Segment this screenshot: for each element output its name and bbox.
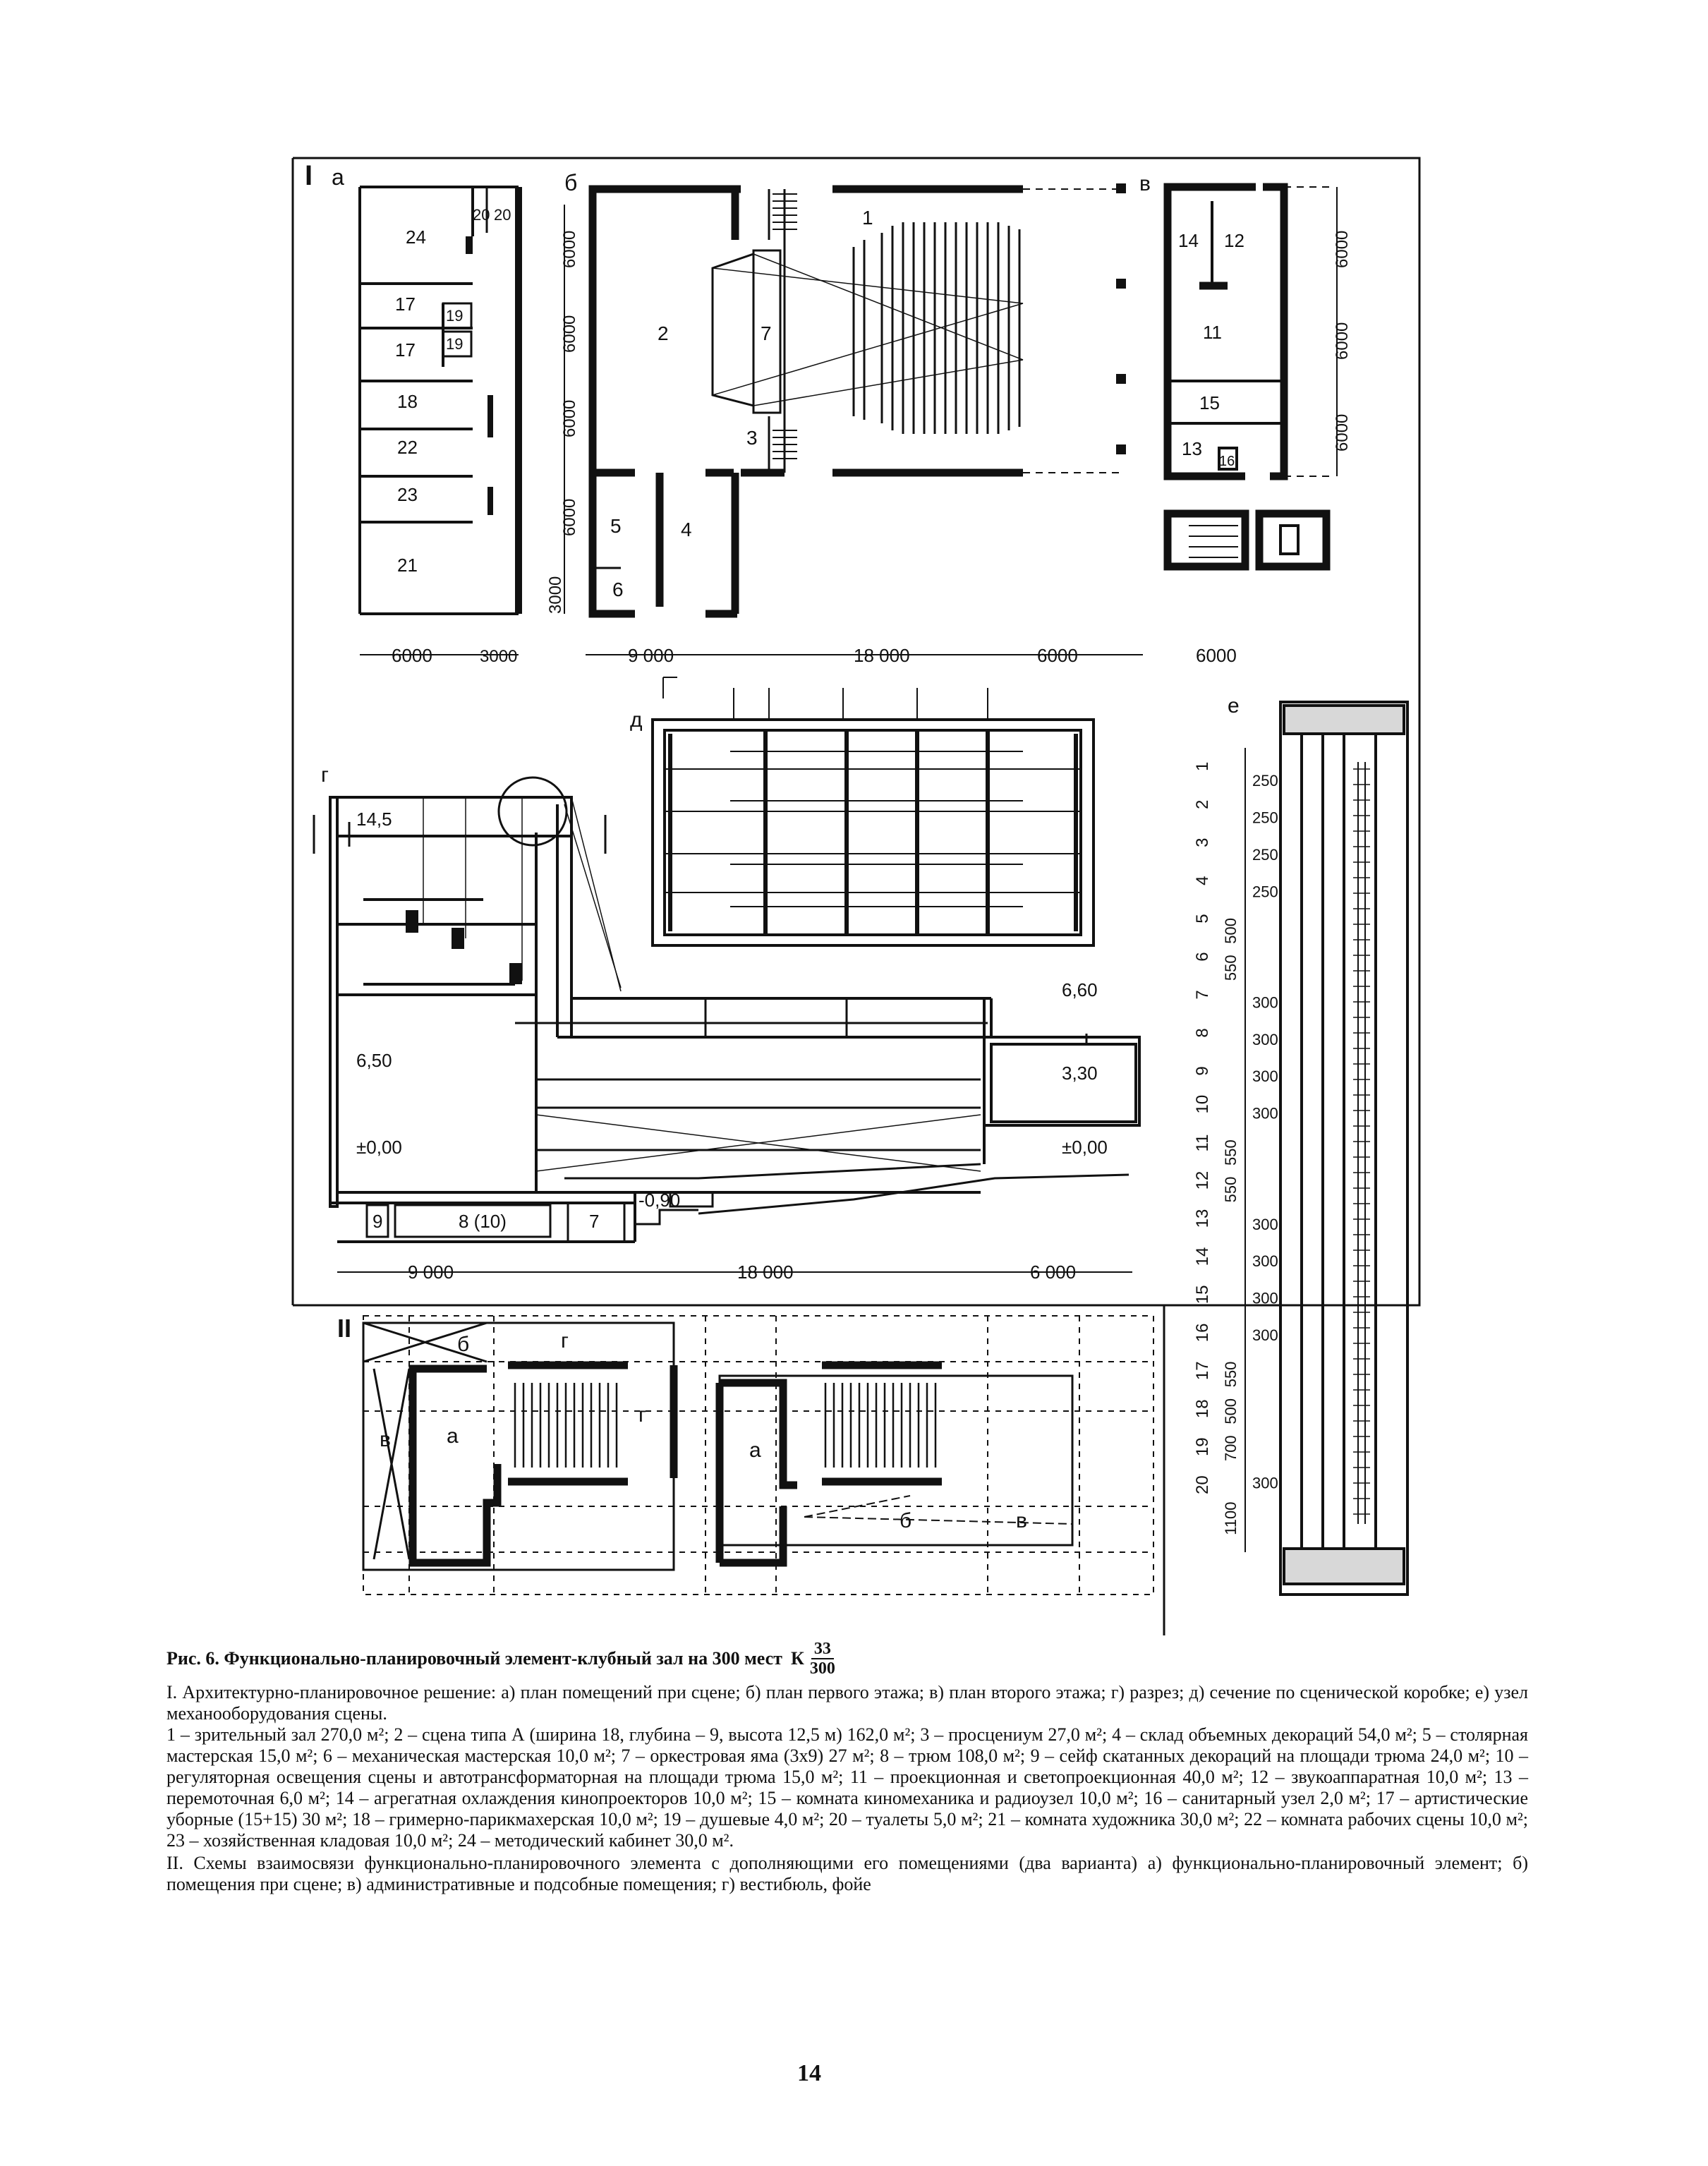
dim-b-left-4: 6000	[560, 498, 579, 536]
e-item-number: 8	[1193, 1028, 1212, 1038]
room-b-5: 5	[610, 515, 622, 537]
room-a-23: 23	[397, 484, 418, 505]
level-0-00-left: ±0,00	[356, 1137, 402, 1158]
room-b-6: 6	[612, 579, 624, 600]
level-6-60: 6,60	[1062, 979, 1098, 1000]
e-item-number: 12	[1193, 1170, 1212, 1190]
e-item-number: 13	[1193, 1209, 1212, 1228]
level-minus-0-90: -0,90	[638, 1190, 681, 1211]
room-v-14: 14	[1178, 230, 1199, 251]
section-d	[630, 677, 1094, 945]
dim-b-18000: 18 000	[854, 645, 910, 666]
dim-g-9000: 9 000	[408, 1262, 454, 1283]
plan-b	[546, 170, 1143, 666]
room-a-20b: 20	[494, 206, 511, 224]
label-section-e: е	[1228, 694, 1240, 718]
e-dimension-label: 300	[1252, 1326, 1278, 1344]
section-g	[314, 763, 1139, 1283]
room-a-22: 22	[397, 437, 418, 458]
dim-v-right-1: 6000	[1333, 230, 1352, 268]
room-a-18: 18	[397, 391, 418, 412]
room-a-21: 21	[397, 555, 418, 576]
e-dimension-label: 500	[1222, 917, 1240, 944]
e-item-number: 2	[1193, 799, 1212, 809]
room-v-11: 11	[1203, 322, 1222, 343]
room-v-16: 16	[1219, 454, 1235, 469]
room-a-24: 24	[406, 226, 426, 248]
room-a-17b: 17	[395, 339, 416, 361]
k-fraction	[810, 1640, 835, 1678]
room-b-7: 7	[761, 322, 772, 344]
level-6-50: 6,50	[356, 1050, 392, 1071]
room-a-19a: 19	[446, 307, 464, 325]
e-dimension-label: 300	[1252, 1215, 1278, 1233]
e-item-number: 20	[1193, 1475, 1212, 1494]
level-0-00-right: ±0,00	[1062, 1137, 1108, 1158]
e-item-number: 15	[1193, 1285, 1212, 1305]
e-dimension-label: 550	[1222, 955, 1240, 981]
scheme-left-a: а	[447, 1424, 459, 1448]
dim-g-6000: 6 000	[1030, 1262, 1077, 1283]
scheme-left-v: в	[380, 1428, 391, 1451]
e-item-number: 3	[1193, 837, 1212, 847]
label-section-g: г	[321, 763, 329, 787]
label-plan-b: б	[564, 170, 578, 195]
e-item-number: 5	[1193, 914, 1212, 924]
e-item-number: 1	[1193, 761, 1212, 771]
e-item-number: 11	[1193, 1134, 1212, 1152]
e-dimension-label: 300	[1252, 1252, 1278, 1271]
figure-caption	[166, 1640, 1528, 1895]
e-item-number: 7	[1193, 990, 1212, 1000]
e-dimension-label: 550	[1222, 1361, 1240, 1388]
e-dimension-label: 300	[1252, 1030, 1278, 1048]
k-denominator: 300	[809, 1659, 835, 1678]
scheme-left-g-top: г	[561, 1329, 569, 1353]
room-v-15: 15	[1199, 392, 1220, 413]
dim-b-left-1: 6000	[560, 230, 579, 268]
room-g-9: 9	[373, 1211, 383, 1232]
room-v-12: 12	[1224, 230, 1244, 251]
room-b-3: 3	[746, 427, 758, 449]
figure-title-text: Рис. 6. Функционально-планировочный элемент-клубный зал на 300 мест	[166, 1648, 782, 1669]
e-dimension-label: 550	[1222, 1139, 1240, 1166]
e-item-number: 4	[1193, 876, 1212, 885]
page-number: 14	[797, 2060, 821, 2086]
caption-part-I: I. Архитектурно-планировочное решение: а) план помещений при сцене; б) план первого этажа; в) план второго этажа; г) разрез; д) сечение по сценической коробке; е) узел механооборудования сцены.	[166, 1682, 1528, 1724]
dim-v-right-3: 6000	[1333, 413, 1352, 452]
dim-b-left-5: 3000	[546, 576, 565, 614]
figure-title	[166, 1640, 1528, 1678]
dim-a-3000: 3000	[480, 647, 518, 666]
e-item-number: 19	[1193, 1437, 1212, 1457]
room-b-4: 4	[681, 519, 692, 540]
label-plan-a: а	[332, 164, 344, 190]
e-dimension-label: 300	[1252, 1067, 1278, 1086]
e-item-number: 6	[1193, 952, 1212, 962]
dim-v-6000: 6000	[1196, 645, 1237, 666]
level-14-5: 14,5	[356, 809, 392, 830]
plan-a	[305, 160, 519, 666]
caption-part-II: II. Схемы взаимосвязи функционально-планировочного элемента с дополняющими его помещениями (два варианта) а) функционально-планировочный элемент; б) помещения при сцене; в) административные и подсобные помещения; г) вестибюль, фойе	[166, 1853, 1528, 1894]
room-b-2: 2	[658, 322, 669, 344]
room-g-7: 7	[589, 1211, 600, 1232]
label-section-d: д	[630, 708, 643, 732]
schemes-II	[337, 1314, 1153, 1595]
k-numerator: 33	[811, 1640, 834, 1659]
room-a-17a: 17	[395, 294, 416, 315]
dim-b-9000: 9 000	[628, 645, 674, 666]
dim-a-6000: 6000	[392, 645, 432, 666]
e-dimension-label: 300	[1252, 993, 1278, 1012]
room-v-13: 13	[1182, 438, 1202, 459]
scheme-right-a: а	[749, 1439, 761, 1462]
scheme-left-b: б	[457, 1333, 470, 1356]
e-dimension-label: 300	[1252, 1104, 1278, 1123]
scheme-right-v: в	[1016, 1509, 1027, 1532]
room-a-19b: 19	[446, 335, 464, 353]
dim-b-left-2: 6000	[560, 315, 579, 353]
e-item-number: 9	[1193, 1066, 1212, 1076]
e-dimension-label: 1100	[1222, 1501, 1240, 1535]
scheme-right-b: б	[900, 1509, 912, 1532]
e-dimension-label: 250	[1252, 772, 1278, 790]
dim-v-right-2: 6000	[1333, 322, 1352, 360]
e-dimension-label: 300	[1252, 1474, 1278, 1492]
label-section-II: II	[337, 1314, 352, 1343]
level-3-30: 3,30	[1062, 1063, 1098, 1084]
plan-v	[1139, 172, 1352, 666]
e-item-number: 18	[1193, 1399, 1212, 1419]
dim-b-left-3: 6000	[560, 399, 579, 437]
section-e	[1193, 694, 1407, 1595]
e-dimension-label: 700	[1222, 1435, 1240, 1462]
e-item-number: 17	[1193, 1361, 1212, 1381]
label-plan-v: в	[1139, 172, 1151, 195]
e-dimension-label: 500	[1222, 1398, 1240, 1424]
e-item-number: 10	[1193, 1094, 1212, 1114]
dim-b-6000: 6000	[1037, 645, 1078, 666]
e-dimension-label: 550	[1222, 1176, 1240, 1203]
room-a-20a: 20	[473, 206, 490, 224]
e-dimension-label: 250	[1252, 809, 1278, 827]
scheme-left-g-right: г	[638, 1403, 646, 1427]
room-g-8-10: 8 (10)	[459, 1211, 507, 1232]
e-item-number: 14	[1193, 1247, 1212, 1266]
e-dimension-label: 250	[1252, 883, 1278, 901]
caption-legend: 1 – зрительный зал 270,0 м²; 2 – сцена типа А (ширина 18, глубина – 9, высота 12,5 м) 162,0 м²; 3 – просцениум 27,0 м²; 4 – склад объемных декораций 54,0 м²; 5 – столярная мастерская 15,0 м²; 6 – механическая мастерская 10,0 м²; 7 – оркестровая яма (3х9) 27 м²; 8 – трюм 108,0 м²; 9 – сейф скатанных декораций на площади трюма 24,0 м²; 10 – регуляторная освещения сцены и автотрансформаторная на площади трюма 15,0 м²; 11 – проекционная и светопроекционная 40,0 м²; 12 – звукоаппаратная 10,0 м²; 13 – перемоточная 6,0 м²; 14 – агрегатная охлаждения кинопроекторов 10,0 м²; 15 – комната киномеханика и радиоузел 10,0 м²; 16 – санитарный узел 2,0 м²; 17 – артистические уборные (15+15) 30 м²; 18 – гримерно-парикмахерская 10,0 м²; 19 – душевые 4,0 м²; 20 – туалеты 5,0 м²; 21 – комната художника 30,0 м²; 22 – комната рабочих сцены 10,0 м²; 23 – хозяйственная кладовая 10,0 м²; 24 – методический кабинет 30,0 м².	[166, 1724, 1528, 1851]
e-dimension-label: 250	[1252, 845, 1278, 864]
k-letter: К	[790, 1648, 804, 1669]
e-dimension-label: 300	[1252, 1289, 1278, 1307]
room-b-1: 1	[862, 207, 873, 229]
e-item-number: 16	[1193, 1323, 1212, 1343]
dim-g-18000: 18 000	[737, 1262, 794, 1283]
label-section-I: I	[305, 160, 313, 191]
